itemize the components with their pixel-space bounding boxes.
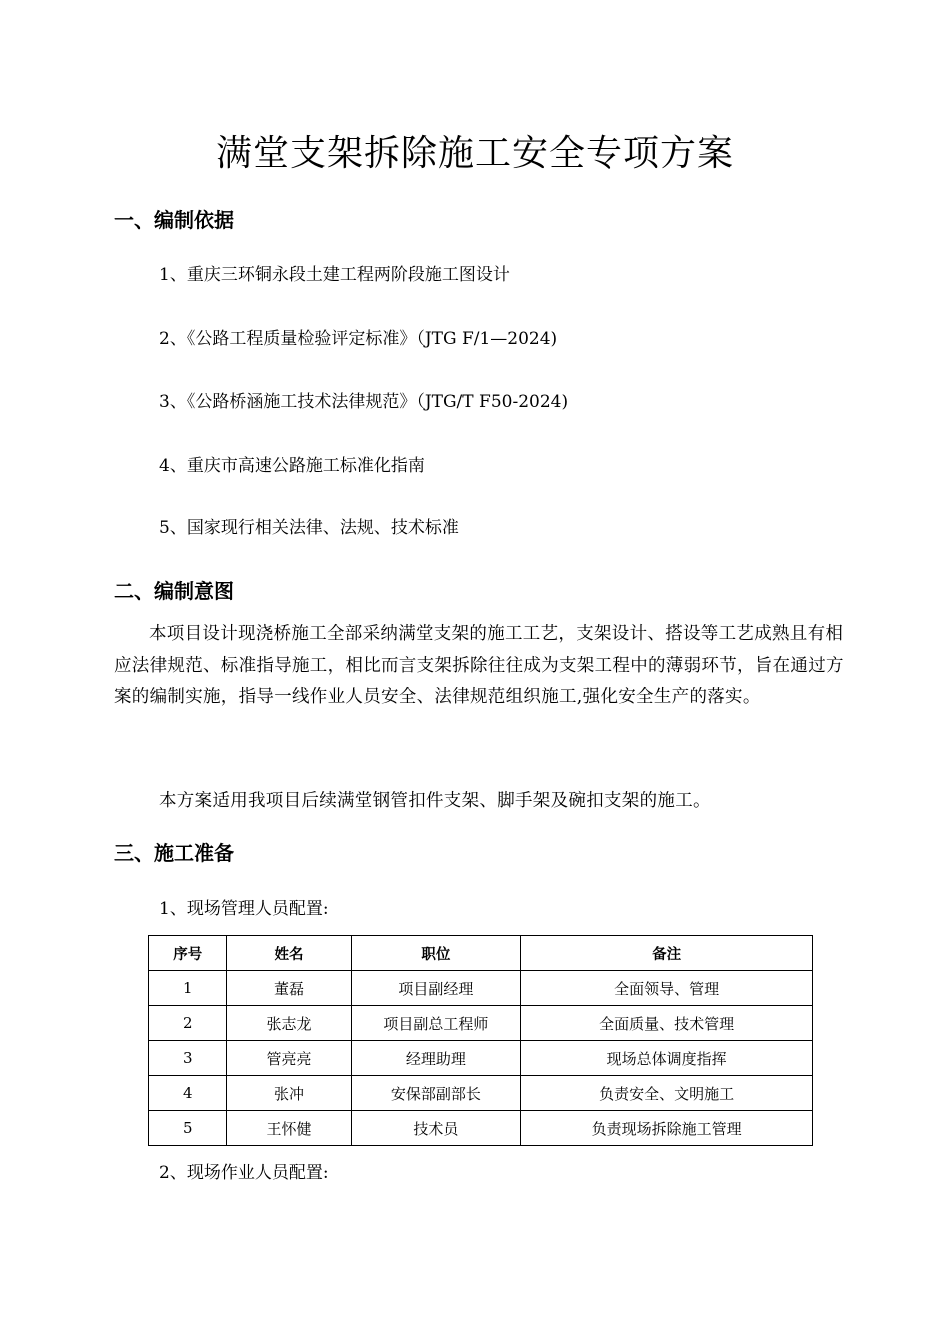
basis-item: 1、重庆三环铜永段土建工程两阶段施工图设计 <box>159 265 510 285</box>
management-staff-table <box>148 935 813 1146</box>
cell-seq: 2 <box>149 1006 227 1041</box>
cell-name: 王怀健 <box>227 1111 351 1146</box>
header-remarks: 备注 <box>521 936 813 971</box>
cell-remarks: 现场总体调度指挥 <box>521 1041 813 1076</box>
table-header-row <box>149 936 813 971</box>
basis-item: 2、《公路工程质量检验评定标准》（JTG F/1—2024) <box>159 329 558 349</box>
cell-position: 项目副经理 <box>351 971 521 1006</box>
cell-remarks: 负责安全、文明施工 <box>521 1076 813 1111</box>
cell-seq: 3 <box>149 1041 227 1076</box>
cell-seq: 1 <box>149 971 227 1006</box>
section-heading-basis: 一、编制依据 <box>114 208 234 232</box>
basis-item: 4、重庆市高速公路施工标准化指南 <box>159 456 425 476</box>
intent-scope-paragraph: 本方案适用我项目后续满堂钢管扣件支架、脚手架及碗扣支架的施工。 <box>159 791 711 811</box>
intent-paragraph: 本项目设计现浇桥施工全部采纳满堂支架的施工工艺，支架设计、搭设等工艺成熟且有相应法律规范、标准指导施工，相比而言支架拆除往往成为支架工程中的薄弱环节，旨在通过方案的编制实施，指导一线作业人员安全、法律规范组织施工,强化安全生产的落实。 <box>114 624 844 708</box>
header-position: 职位 <box>351 936 521 971</box>
cell-position: 项目副总工程师 <box>351 1006 521 1041</box>
basis-item: 3、《公路桥涵施工技术法律规范》（JTG/T F50-2024) <box>159 392 569 412</box>
cell-name: 管亮亮 <box>227 1041 351 1076</box>
basis-item: 5、国家现行相关法律、法规、技术标准 <box>159 518 459 538</box>
cell-seq: 5 <box>149 1111 227 1146</box>
cell-position: 经理助理 <box>351 1041 521 1076</box>
management-staff-label: 1、现场管理人员配置: <box>159 899 329 919</box>
cell-remarks: 全面领导、管理 <box>521 971 813 1006</box>
cell-remarks: 全面质量、技术管理 <box>521 1006 813 1041</box>
table-row <box>149 971 813 1006</box>
table-row <box>149 1006 813 1041</box>
document-title: 满堂支架拆除施工安全专项方案 <box>215 133 734 174</box>
cell-remarks: 负责现场拆除施工管理 <box>521 1111 813 1146</box>
cell-name: 张冲 <box>227 1076 351 1111</box>
table-row <box>149 1076 813 1111</box>
cell-seq: 4 <box>149 1076 227 1111</box>
section-heading-preparation: 三、施工准备 <box>114 841 234 865</box>
header-seq: 序号 <box>149 936 227 971</box>
table-row <box>149 1041 813 1076</box>
field-workers-label: 2、现场作业人员配置: <box>159 1163 329 1183</box>
cell-name: 董磊 <box>227 971 351 1006</box>
cell-position: 安保部副部长 <box>351 1076 521 1111</box>
table-row <box>149 1111 813 1146</box>
cell-position: 技术员 <box>351 1111 521 1146</box>
header-name: 姓名 <box>227 936 351 971</box>
cell-name: 张志龙 <box>227 1006 351 1041</box>
section-heading-intent: 二、编制意图 <box>114 579 234 603</box>
